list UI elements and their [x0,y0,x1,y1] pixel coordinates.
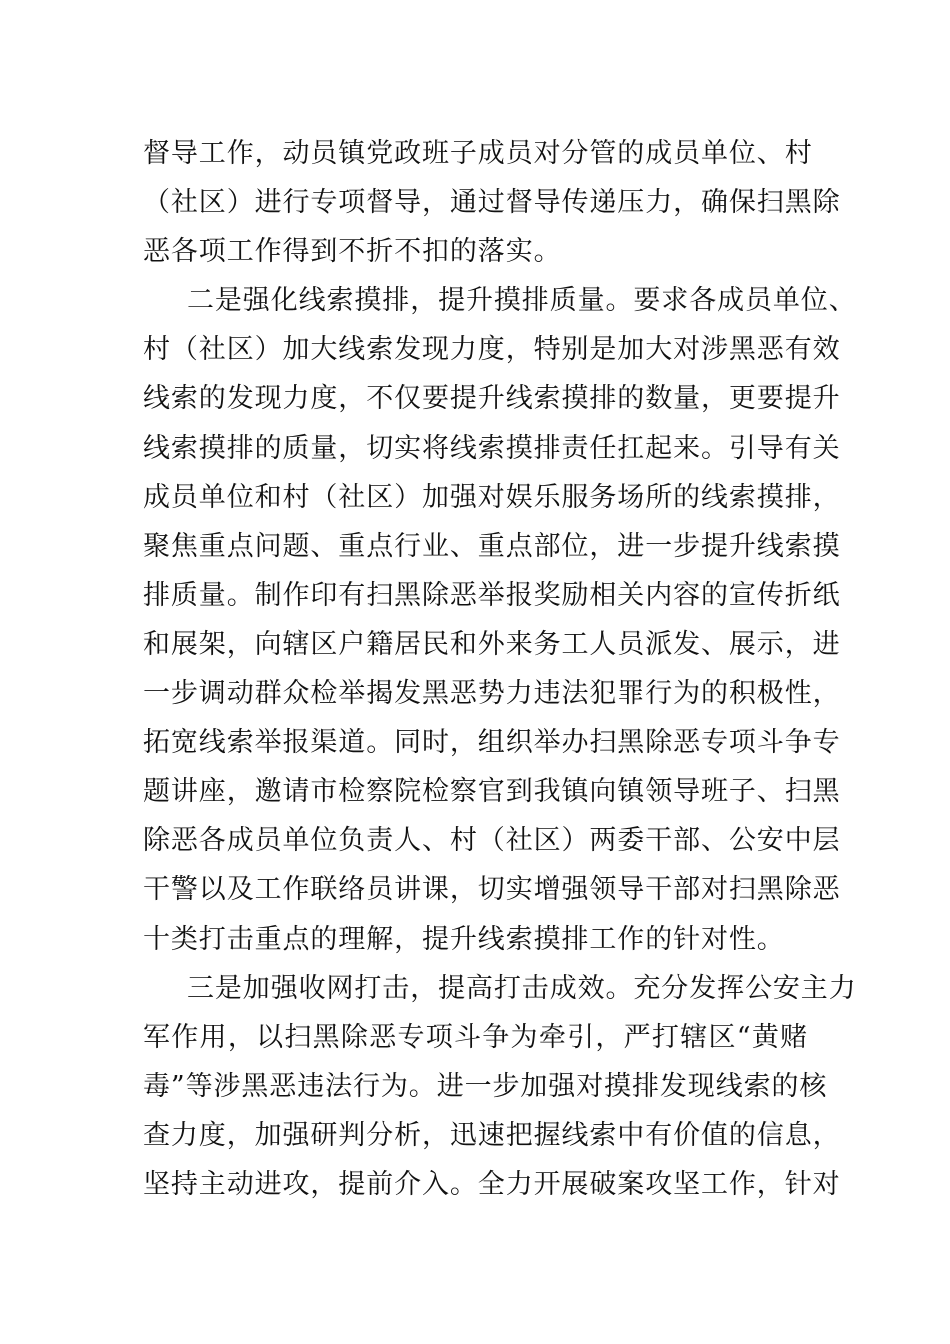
text-line: 聚焦重点问题、重点行业、重点部位，进一步提升线索摸 [143,530,841,562]
text-line: 三是加强收网打击，提高打击成效。充分发挥公安主力 [187,972,857,1004]
text-line: 坚持主动进攻，提前介入。全力开展破案攻坚工作，针对 [143,1168,841,1200]
text-line: 一步调动群众检举揭发黑恶势力违法犯罪行为的积极性， [143,678,841,710]
text-line: 干警以及工作联络员讲课，切实增强领导干部对扫黑除恶 [143,874,841,906]
text-line: 线索的发现力度，不仅要提升线索摸排的数量，更要提升 [143,383,841,415]
text-line: 题讲座，邀请市检察院检察官到我镇向镇领导班子、扫黑 [143,776,841,808]
body-text [143,129,857,1209]
text-line: （社区）进行专项督导，通过督导传递压力，确保扫黑除 [143,187,841,219]
text-line: 线索摸排的质量，切实将线索摸排责任扛起来。引导有关 [143,432,841,464]
text-line: 军作用，以扫黑除恶专项斗争为牵引，严打辖区“黄赌 [143,1021,808,1053]
text-line: 村（社区）加大线索发现力度，特别是加大对涉黑恶有效 [143,334,841,366]
text-line: 毒”等涉黑恶违法行为。进一步加强对摸排发现线索的核 [143,1070,828,1102]
text-line: 除恶各成员单位负责人、村（社区）两委干部、公安中层 [143,825,841,857]
text-line: 拓宽线索举报渠道。同时，组织举办扫黑除恶专项斗争专 [143,727,841,759]
text-line: 查力度，加强研判分析，迅速把握线索中有价值的信息， [143,1119,841,1151]
text-line: 十类打击重点的理解，提升线索摸排工作的针对性。 [143,923,785,955]
text-line: 督导工作，动员镇党政班子成员对分管的成员单位、村 [143,138,813,169]
text-line: 排质量。制作印有扫黑除恶举报奖励相关内容的宣传折纸 [143,579,841,611]
text-line: 二是强化线索摸排，提升摸排质量。要求各成员单位、 [187,285,857,317]
text-line: 恶各项工作得到不折不扣的落实。 [143,236,562,268]
text-line: 和展架，向辖区户籍居民和外来务工人员派发、展示，进 [143,628,841,660]
text-line: 成员单位和村（社区）加强对娱乐服务场所的线索摸排， [143,481,841,513]
